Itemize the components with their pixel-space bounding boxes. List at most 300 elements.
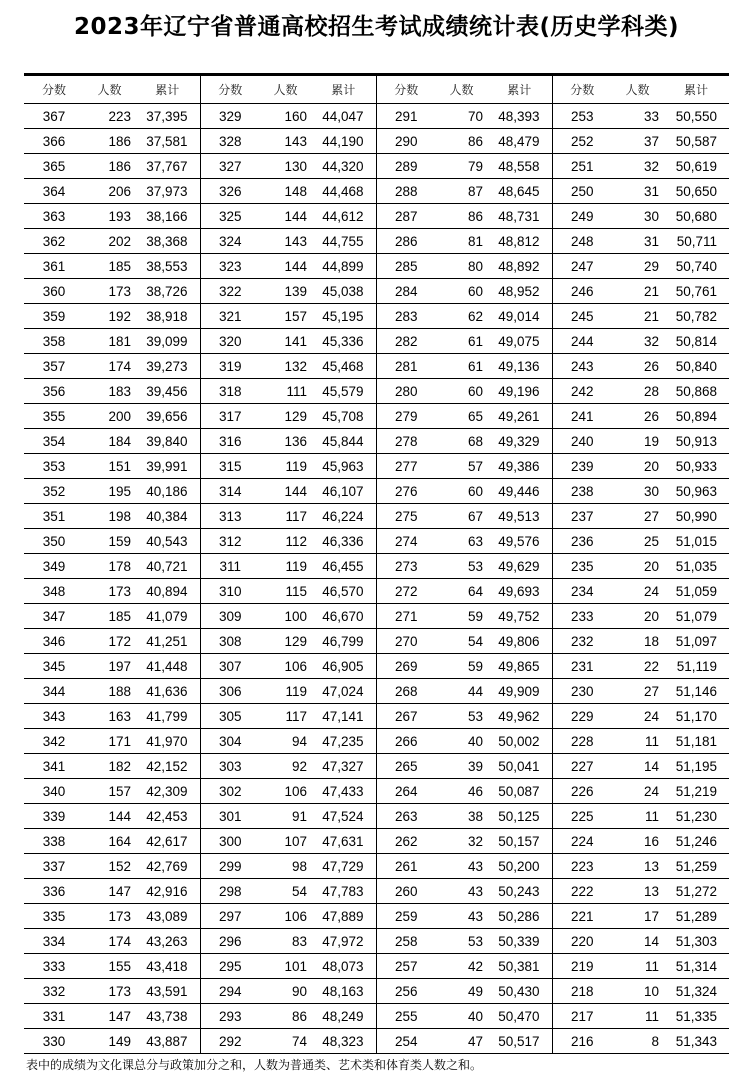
header-count: 人数 — [260, 75, 311, 104]
count-cell: 19 — [612, 429, 663, 454]
score-cell: 293 — [200, 1004, 260, 1029]
count-cell: 79 — [436, 154, 487, 179]
score-cell: 251 — [552, 154, 612, 179]
cumulative-cell: 51,181 — [663, 729, 729, 754]
table-row — [24, 229, 729, 254]
score-cell: 265 — [376, 754, 436, 779]
count-cell: 31 — [612, 229, 663, 254]
score-cell: 261 — [376, 854, 436, 879]
score-cell: 257 — [376, 954, 436, 979]
cumulative-cell: 46,107 — [311, 479, 376, 504]
cumulative-cell: 47,141 — [311, 704, 376, 729]
score-cell: 349 — [24, 554, 84, 579]
table-row — [24, 104, 729, 129]
count-cell: 31 — [612, 179, 663, 204]
cumulative-cell: 50,619 — [663, 154, 729, 179]
table-row — [24, 804, 729, 829]
cumulative-cell: 46,570 — [311, 579, 376, 604]
score-cell: 350 — [24, 529, 84, 554]
score-cell: 275 — [376, 504, 436, 529]
score-cell: 216 — [570, 1033, 594, 1049]
count-cell: 119 — [260, 554, 311, 579]
count-cell: 63 — [436, 529, 487, 554]
cumulative-cell: 51,303 — [663, 929, 729, 954]
count-cell: 26 — [612, 354, 663, 379]
count-cell: 13 — [612, 854, 663, 879]
count-cell: 195 — [84, 479, 135, 504]
score-cell: 269 — [376, 654, 436, 679]
count-cell: 86 — [436, 129, 487, 154]
cumulative-cell: 42,309 — [135, 779, 200, 804]
cumulative-cell: 37,973 — [135, 179, 200, 204]
score-cell: 218 — [552, 979, 612, 1004]
table-row — [24, 754, 729, 779]
header-count: 人数 — [436, 75, 487, 104]
score-cell: 225 — [552, 804, 612, 829]
score-cell: 325 — [200, 204, 260, 229]
cumulative-cell: 49,261 — [487, 404, 552, 429]
cumulative-cell: 50,087 — [487, 779, 552, 804]
table-row — [24, 454, 729, 479]
cumulative-cell: 50,868 — [663, 379, 729, 404]
count-cell: 178 — [84, 554, 135, 579]
score-cell: 219 — [552, 954, 612, 979]
score-cell: 256 — [376, 979, 436, 1004]
cumulative-cell: 51,335 — [663, 1004, 729, 1029]
score-cell: 346 — [24, 629, 84, 654]
count-cell: 20 — [612, 554, 663, 579]
score-cell: 318 — [200, 379, 260, 404]
cumulative-cell: 43,089 — [135, 904, 200, 929]
score-cell: 329 — [200, 104, 260, 129]
score-cell: 319 — [200, 354, 260, 379]
cumulative-cell: 46,455 — [311, 554, 376, 579]
count-cell: 30 — [612, 479, 663, 504]
header-cumulative: 累计 — [135, 75, 200, 104]
score-cell: 228 — [552, 729, 612, 754]
score-cell: 348 — [24, 579, 84, 604]
cumulative-cell: 42,453 — [135, 804, 200, 829]
score-cell: 266 — [376, 729, 436, 754]
score-cell: 315 — [200, 454, 260, 479]
table-row — [24, 429, 729, 454]
count-cell: 54 — [436, 629, 487, 654]
score-cell: 227 — [552, 754, 612, 779]
count-cell: 155 — [84, 954, 135, 979]
count-cell: 39 — [436, 754, 487, 779]
score-cell: 339 — [24, 804, 84, 829]
score-cell: 306 — [200, 679, 260, 704]
score-cell: 288 — [376, 179, 436, 204]
table-row — [24, 929, 729, 954]
score-cell: 249 — [552, 204, 612, 229]
score-cell: 238 — [552, 479, 612, 504]
score-cell: 287 — [376, 204, 436, 229]
count-cell: 157 — [260, 304, 311, 329]
score-cell: 245 — [552, 304, 612, 329]
cumulative-cell: 48,892 — [487, 254, 552, 279]
cumulative-cell: 50,711 — [663, 229, 729, 254]
score-cell: 242 — [552, 379, 612, 404]
score-cell: 301 — [200, 804, 260, 829]
header-cumulative: 累计 — [663, 75, 729, 104]
count-cell: 182 — [84, 754, 135, 779]
cumulative-cell: 40,894 — [135, 579, 200, 604]
cumulative-cell: 51,246 — [663, 829, 729, 854]
cumulative-cell: 49,962 — [487, 704, 552, 729]
header-cumulative: 累计 — [311, 75, 376, 104]
score-cell: 334 — [24, 929, 84, 954]
count-cell: 129 — [260, 404, 311, 429]
cumulative-cell: 50,125 — [487, 804, 552, 829]
cumulative-cell: 42,617 — [135, 829, 200, 854]
cumulative-cell: 51,324 — [663, 979, 729, 1004]
header-score: 分数 — [376, 75, 436, 104]
cumulative-cell: 39,456 — [135, 379, 200, 404]
count-cell: 43 — [436, 854, 487, 879]
table-row — [24, 979, 729, 1004]
count-cell: 107 — [260, 829, 311, 854]
cumulative-cell: 47,524 — [311, 804, 376, 829]
score-cell: 253 — [552, 104, 612, 129]
table-row — [24, 829, 729, 854]
count-cell: 151 — [84, 454, 135, 479]
score-cell: 340 — [24, 779, 84, 804]
score-cell: 342 — [24, 729, 84, 754]
count-cell: 30 — [612, 204, 663, 229]
cumulative-cell: 44,047 — [311, 104, 376, 129]
count-cell: 33 — [612, 104, 663, 129]
score-cell: 317 — [200, 404, 260, 429]
count-cell: 160 — [260, 104, 311, 129]
score-cell: 274 — [376, 529, 436, 554]
score-cell: 299 — [200, 854, 260, 879]
cumulative-cell: 50,381 — [487, 954, 552, 979]
cumulative-cell: 51,195 — [663, 754, 729, 779]
cumulative-cell: 45,963 — [311, 454, 376, 479]
count-cell: 24 — [612, 579, 663, 604]
score-cell: 313 — [200, 504, 260, 529]
cumulative-cell: 40,186 — [135, 479, 200, 504]
count-cell: 42 — [436, 954, 487, 979]
cumulative-cell: 44,612 — [311, 204, 376, 229]
count-cell: 173 — [84, 904, 135, 929]
cumulative-cell: 51,119 — [663, 654, 729, 679]
count-cell: 11 — [612, 804, 663, 829]
count-cell: 173 — [84, 279, 135, 304]
cumulative-cell: 49,513 — [487, 504, 552, 529]
score-cell: 355 — [24, 404, 84, 429]
count-cell: 106 — [260, 779, 311, 804]
count-cell: 130 — [260, 154, 311, 179]
score-cell: 223 — [552, 854, 612, 879]
score-cell: 311 — [200, 554, 260, 579]
count-cell: 173 — [84, 579, 135, 604]
score-cell: 268 — [376, 679, 436, 704]
count-cell: 149 — [108, 1033, 131, 1049]
table-row — [24, 954, 729, 979]
cumulative-cell: 49,196 — [487, 379, 552, 404]
count-cell: 115 — [260, 579, 311, 604]
table-row — [24, 479, 729, 504]
cumulative-cell: 51,035 — [663, 554, 729, 579]
cumulative-cell: 40,543 — [135, 529, 200, 554]
score-cell: 367 — [24, 104, 84, 129]
table-body — [24, 104, 729, 1054]
score-cell: 258 — [376, 929, 436, 954]
count-cell: 139 — [260, 279, 311, 304]
cumulative-cell: 51,219 — [663, 779, 729, 804]
count-cell: 28 — [612, 379, 663, 404]
table-row — [24, 654, 729, 679]
score-cell: 247 — [552, 254, 612, 279]
cumulative-cell: 44,320 — [311, 154, 376, 179]
count-cell: 49 — [436, 979, 487, 1004]
score-cell: 291 — [376, 104, 436, 129]
cumulative-cell: 45,708 — [311, 404, 376, 429]
table-row — [24, 329, 729, 354]
cumulative-cell: 50,963 — [663, 479, 729, 504]
cumulative-cell: 50,680 — [663, 204, 729, 229]
cumulative-cell: 50,782 — [663, 304, 729, 329]
count-cell: 163 — [84, 704, 135, 729]
header-cumulative: 累计 — [487, 75, 552, 104]
count-cell: 117 — [260, 704, 311, 729]
cumulative-cell: 44,755 — [311, 229, 376, 254]
count-cell: 90 — [260, 979, 311, 1004]
count-cell: 32 — [436, 829, 487, 854]
count-cell: 184 — [84, 429, 135, 454]
cumulative-cell: 42,769 — [135, 854, 200, 879]
cumulative-cell: 40,384 — [135, 504, 200, 529]
score-cell: 312 — [200, 529, 260, 554]
score-cell: 328 — [200, 129, 260, 154]
score-cell: 292 — [218, 1033, 242, 1049]
count-cell: 40 — [436, 1004, 487, 1029]
score-cell: 316 — [200, 429, 260, 454]
cumulative-cell: 39,273 — [135, 354, 200, 379]
table-row — [24, 729, 729, 754]
score-cell: 239 — [552, 454, 612, 479]
count-cell: 106 — [260, 904, 311, 929]
table-row — [24, 779, 729, 804]
cumulative-cell: 48,249 — [311, 1004, 376, 1029]
cumulative-cell: 50,894 — [663, 404, 729, 429]
count-cell: 87 — [436, 179, 487, 204]
cumulative-cell: 48,479 — [487, 129, 552, 154]
score-cell: 224 — [552, 829, 612, 854]
count-cell: 100 — [260, 604, 311, 629]
count-cell: 26 — [612, 404, 663, 429]
header-count: 人数 — [612, 75, 663, 104]
count-cell: 74 — [291, 1033, 307, 1049]
score-cell: 347 — [24, 604, 84, 629]
score-cell: 252 — [552, 129, 612, 154]
score-cell: 231 — [552, 654, 612, 679]
count-cell: 186 — [84, 154, 135, 179]
score-cell: 284 — [376, 279, 436, 304]
cumulative-cell: 38,368 — [135, 229, 200, 254]
cumulative-cell: 51,146 — [663, 679, 729, 704]
cumulative-cell: 50,286 — [487, 904, 552, 929]
count-cell: 188 — [84, 679, 135, 704]
table-row — [24, 404, 729, 429]
count-cell: 171 — [84, 729, 135, 754]
count-cell: 11 — [612, 954, 663, 979]
table-row — [24, 1029, 729, 1054]
score-cell: 243 — [552, 354, 612, 379]
score-cell: 290 — [376, 129, 436, 154]
cumulative-cell: 47,729 — [311, 854, 376, 879]
count-cell: 112 — [260, 529, 311, 554]
cumulative-cell: 42,916 — [135, 879, 200, 904]
cumulative-cell: 38,726 — [135, 279, 200, 304]
count-cell: 8 — [651, 1033, 659, 1049]
cumulative-cell: 48,952 — [487, 279, 552, 304]
table-row — [24, 204, 729, 229]
count-cell: 24 — [612, 779, 663, 804]
table-row — [24, 579, 729, 604]
cumulative-cell: 51,059 — [663, 579, 729, 604]
score-cell: 356 — [24, 379, 84, 404]
score-cell: 314 — [200, 479, 260, 504]
count-cell: 10 — [612, 979, 663, 1004]
cumulative-cell: 50,157 — [487, 829, 552, 854]
score-cell: 234 — [552, 579, 612, 604]
count-cell: 24 — [612, 704, 663, 729]
cumulative-cell: 41,799 — [135, 704, 200, 729]
table-row — [24, 254, 729, 279]
count-cell: 64 — [436, 579, 487, 604]
cumulative-cell: 44,190 — [311, 129, 376, 154]
cumulative-cell: 49,576 — [487, 529, 552, 554]
cumulative-cell: 41,251 — [135, 629, 200, 654]
score-cell: 298 — [200, 879, 260, 904]
score-cell: 241 — [552, 404, 612, 429]
count-cell: 117 — [260, 504, 311, 529]
cumulative-cell: 41,079 — [135, 604, 200, 629]
cumulative-cell: 50,517 — [487, 1029, 552, 1054]
count-cell: 29 — [612, 254, 663, 279]
cumulative-cell: 49,806 — [487, 629, 552, 654]
count-cell: 14 — [612, 929, 663, 954]
cumulative-cell: 37,395 — [135, 104, 200, 129]
cumulative-cell: 41,448 — [135, 654, 200, 679]
cumulative-cell: 50,470 — [487, 1004, 552, 1029]
cumulative-cell: 51,289 — [663, 904, 729, 929]
count-cell: 65 — [436, 404, 487, 429]
score-cell: 255 — [376, 1004, 436, 1029]
cumulative-cell: 51,314 — [663, 954, 729, 979]
table-row — [24, 529, 729, 554]
count-cell: 129 — [260, 629, 311, 654]
score-cell: 320 — [200, 329, 260, 354]
cumulative-cell: 47,631 — [311, 829, 376, 854]
score-cell: 297 — [200, 904, 260, 929]
score-table — [24, 73, 729, 1054]
table-row — [24, 279, 729, 304]
cumulative-cell: 47,433 — [311, 779, 376, 804]
score-cell: 270 — [376, 629, 436, 654]
cumulative-cell: 47,972 — [311, 929, 376, 954]
cumulative-cell: 49,075 — [487, 329, 552, 354]
cumulative-cell: 38,918 — [135, 304, 200, 329]
score-cell: 235 — [552, 554, 612, 579]
score-cell: 332 — [24, 979, 84, 1004]
count-cell: 61 — [436, 354, 487, 379]
count-cell: 60 — [436, 479, 487, 504]
cumulative-cell: 48,073 — [311, 954, 376, 979]
score-cell: 363 — [24, 204, 84, 229]
cumulative-cell: 50,339 — [487, 929, 552, 954]
count-cell: 172 — [84, 629, 135, 654]
table-header — [24, 75, 729, 104]
cumulative-cell: 46,224 — [311, 504, 376, 529]
score-cell: 327 — [200, 154, 260, 179]
count-cell: 136 — [260, 429, 311, 454]
cumulative-cell: 48,393 — [487, 104, 552, 129]
cumulative-cell: 49,329 — [487, 429, 552, 454]
count-cell: 173 — [84, 979, 135, 1004]
score-cell: 308 — [200, 629, 260, 654]
cumulative-cell: 50,041 — [487, 754, 552, 779]
count-cell: 40 — [436, 729, 487, 754]
score-cell: 358 — [24, 329, 84, 354]
score-cell: 221 — [552, 904, 612, 929]
count-cell: 70 — [436, 104, 487, 129]
table-row — [24, 604, 729, 629]
cumulative-cell: 43,418 — [135, 954, 200, 979]
score-cell: 273 — [376, 554, 436, 579]
cumulative-cell: 45,336 — [311, 329, 376, 354]
count-cell: 144 — [260, 254, 311, 279]
cumulative-cell: 51,170 — [663, 704, 729, 729]
cumulative-cell: 49,752 — [487, 604, 552, 629]
score-cell: 220 — [552, 929, 612, 954]
score-cell: 217 — [552, 1004, 612, 1029]
cumulative-cell: 49,693 — [487, 579, 552, 604]
score-cell: 324 — [200, 229, 260, 254]
cumulative-cell: 43,887 — [135, 1029, 200, 1054]
score-cell: 326 — [200, 179, 260, 204]
count-cell: 119 — [260, 679, 311, 704]
score-cell: 321 — [200, 304, 260, 329]
score-cell: 352 — [24, 479, 84, 504]
count-cell: 147 — [84, 1004, 135, 1029]
count-cell: 86 — [436, 204, 487, 229]
count-cell: 193 — [84, 204, 135, 229]
count-cell: 53 — [436, 704, 487, 729]
cumulative-cell: 51,097 — [663, 629, 729, 654]
score-cell: 362 — [24, 229, 84, 254]
score-cell: 236 — [552, 529, 612, 554]
count-cell: 57 — [436, 454, 487, 479]
cumulative-cell: 43,591 — [135, 979, 200, 1004]
score-cell: 244 — [552, 329, 612, 354]
count-cell: 141 — [260, 329, 311, 354]
table-row — [24, 379, 729, 404]
score-cell: 271 — [376, 604, 436, 629]
count-cell: 144 — [84, 804, 135, 829]
cumulative-cell: 49,014 — [487, 304, 552, 329]
cumulative-cell: 51,015 — [663, 529, 729, 554]
cumulative-cell: 51,343 — [675, 1033, 717, 1049]
cumulative-cell: 48,645 — [487, 179, 552, 204]
score-cell: 240 — [552, 429, 612, 454]
cumulative-cell: 50,587 — [663, 129, 729, 154]
table-row — [24, 304, 729, 329]
score-cell: 323 — [200, 254, 260, 279]
